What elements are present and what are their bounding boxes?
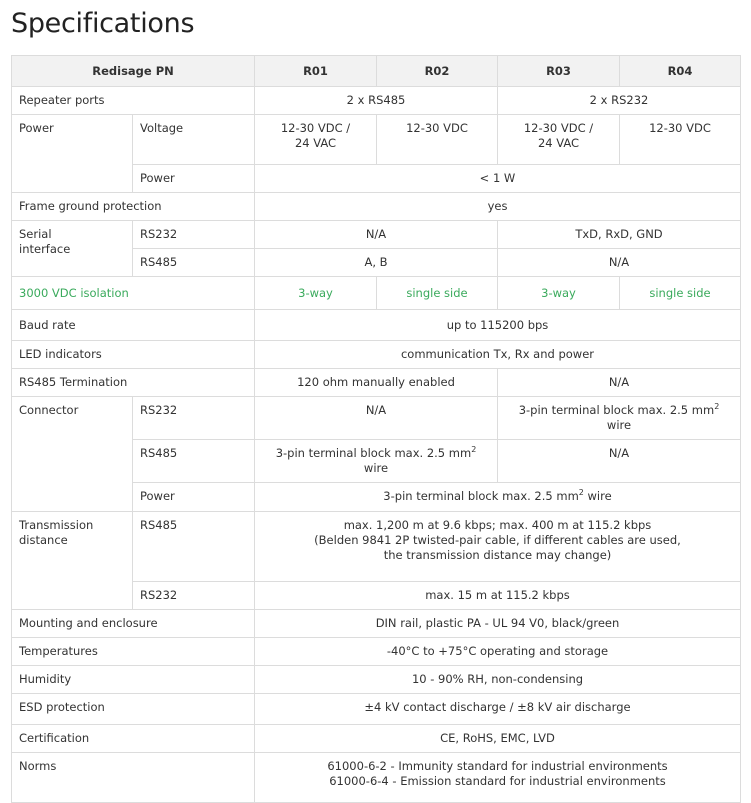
row-label-led: LED indicators bbox=[12, 341, 255, 369]
sub-label-rs485: RS485 bbox=[133, 249, 255, 277]
table-header-row bbox=[12, 56, 741, 87]
header-r03: R03 bbox=[498, 56, 620, 87]
table-row bbox=[12, 221, 741, 249]
table-row bbox=[12, 753, 741, 803]
row-label-frame-ground: Frame ground protection bbox=[12, 193, 255, 221]
table-row bbox=[12, 341, 741, 369]
row-label-certification: Certification bbox=[12, 725, 255, 753]
table-row bbox=[12, 310, 741, 341]
table-row bbox=[12, 666, 741, 694]
voltage-r03: 12-30 VDC / 24 VAC bbox=[498, 115, 620, 165]
connector-rs232-r03-r04: 3-pin terminal block max. 2.5 $mm^2$ wire bbox=[498, 397, 741, 440]
sub-label-power: Power bbox=[133, 483, 255, 512]
table-row bbox=[12, 512, 741, 582]
sub-label-rs232: RS232 bbox=[133, 397, 255, 440]
temperatures-value: -40°C to +75°C operating and storage bbox=[255, 638, 741, 666]
power-consumption-value: < 1 W bbox=[255, 165, 741, 193]
row-label-transmission-distance: Transmission distance bbox=[12, 512, 133, 610]
header-r04: R04 bbox=[620, 56, 741, 87]
frame-ground-value: yes bbox=[255, 193, 741, 221]
row-label-baud-rate: Baud rate bbox=[12, 310, 255, 341]
row-label-power: Power bbox=[12, 115, 133, 193]
serial-rs232-r01-r02: N/A bbox=[255, 221, 498, 249]
table-row bbox=[12, 277, 741, 310]
sub-label-rs232: RS232 bbox=[133, 221, 255, 249]
isolation-r04: single side bbox=[620, 277, 741, 310]
voltage-r01: 12-30 VDC / 24 VAC bbox=[255, 115, 377, 165]
serial-rs232-r03-r04: TxD, RxD, GND bbox=[498, 221, 741, 249]
row-label-serial-interface: Serial interface bbox=[12, 221, 133, 277]
page-title: Specifications bbox=[11, 8, 195, 39]
norms-value: 61000-6-2 - Immunity standard for industrial environments 61000-6-4 - Emission standard for industrial environments bbox=[255, 753, 741, 803]
connector-rs485-r03-r04: N/A bbox=[498, 440, 741, 483]
isolation-r03: 3-way bbox=[498, 277, 620, 310]
row-label-repeater-ports: Repeater ports bbox=[12, 87, 255, 115]
row-label-humidity: Humidity bbox=[12, 666, 255, 694]
mounting-value: DIN rail, plastic PA - UL 94 V0, black/green bbox=[255, 610, 741, 638]
led-value: communication Tx, Rx and power bbox=[255, 341, 741, 369]
transmission-rs485-value: max. 1,200 m at 9.6 kbps; max. 400 m at 115.2 kbps (Belden 9841 2P twisted-pair cable, if different cables are used, the transmission distance may change) bbox=[255, 512, 741, 582]
table-row bbox=[12, 610, 741, 638]
transmission-rs232-value: max. 15 m at 115.2 kbps bbox=[255, 582, 741, 610]
certification-value: CE, RoHS, EMC, LVD bbox=[255, 725, 741, 753]
table-row bbox=[12, 397, 741, 440]
row-label-temperatures: Temperatures bbox=[12, 638, 255, 666]
row-label-esd: ESD protection bbox=[12, 694, 255, 725]
table-row bbox=[12, 193, 741, 221]
repeater-ports-r01-r02: 2 x RS485 bbox=[255, 87, 498, 115]
row-label-norms: Norms bbox=[12, 753, 255, 803]
specifications-table bbox=[11, 55, 741, 803]
esd-value: ±4 kV contact discharge / ±8 kV air discharge bbox=[255, 694, 741, 725]
table-row bbox=[12, 115, 741, 165]
humidity-value: 10 - 90% RH, non-condensing bbox=[255, 666, 741, 694]
termination-r03-r04: N/A bbox=[498, 369, 741, 397]
table-row bbox=[12, 369, 741, 397]
row-label-connector: Connector bbox=[12, 397, 133, 512]
table-row bbox=[12, 87, 741, 115]
row-label-termination: RS485 Termination bbox=[12, 369, 255, 397]
connector-rs232-r01-r02: N/A bbox=[255, 397, 498, 440]
sub-label-voltage: Voltage bbox=[133, 115, 255, 165]
serial-rs485-r03-r04: N/A bbox=[498, 249, 741, 277]
connector-power-value: 3-pin terminal block max. 2.5 $mm^2$ wire bbox=[255, 483, 741, 512]
row-label-mounting: Mounting and enclosure bbox=[12, 610, 255, 638]
baud-rate-value: up to 115200 bps bbox=[255, 310, 741, 341]
sub-label-rs232: RS232 bbox=[133, 582, 255, 610]
table-row bbox=[12, 694, 741, 725]
isolation-r02: single side bbox=[377, 277, 498, 310]
sub-label-rs485: RS485 bbox=[133, 512, 255, 582]
table-row bbox=[12, 725, 741, 753]
serial-rs485-r01-r02: A, B bbox=[255, 249, 498, 277]
sub-label-power: Power bbox=[133, 165, 255, 193]
table-row bbox=[12, 638, 741, 666]
termination-r01-r02: 120 ohm manually enabled bbox=[255, 369, 498, 397]
header-r02: R02 bbox=[377, 56, 498, 87]
header-r01: R01 bbox=[255, 56, 377, 87]
repeater-ports-r03-r04: 2 x RS232 bbox=[498, 87, 741, 115]
voltage-r02: 12-30 VDC bbox=[377, 115, 498, 165]
row-label-isolation: 3000 VDC isolation bbox=[12, 277, 255, 310]
sub-label-rs485: RS485 bbox=[133, 440, 255, 483]
isolation-r01: 3-way bbox=[255, 277, 377, 310]
connector-rs485-r01-r02: 3-pin terminal block max. 2.5 $mm^2$ wire bbox=[255, 440, 498, 483]
voltage-r04: 12-30 VDC bbox=[620, 115, 741, 165]
header-product-label: Redisage PN bbox=[12, 56, 255, 87]
